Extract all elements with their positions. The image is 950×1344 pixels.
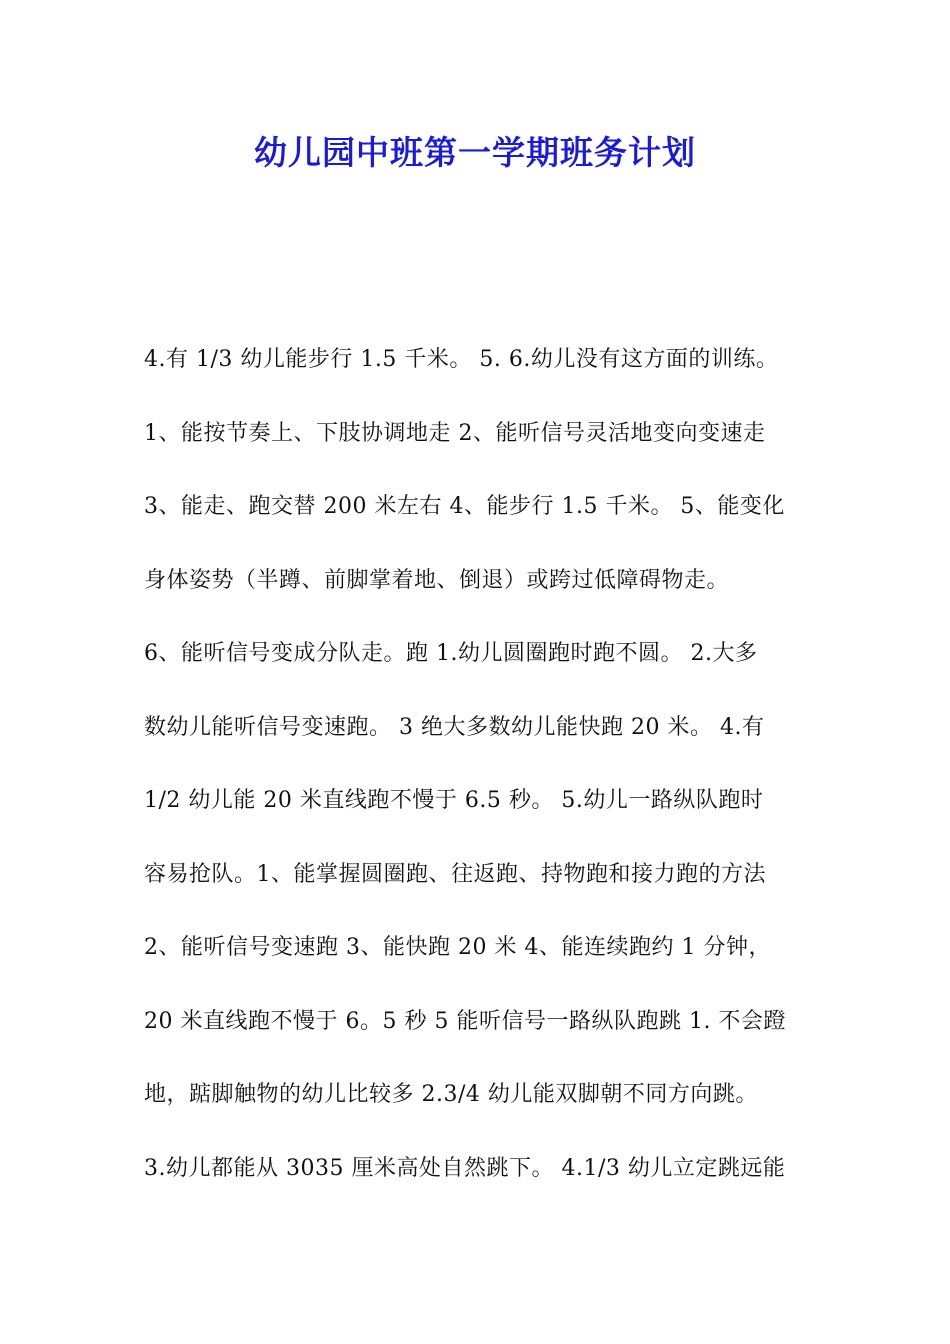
document-title: 幼儿园中班第一学期班务计划: [254, 133, 696, 172]
body-line: 地，踮脚触物的幼儿比较多 2.3/4 幼儿能双脚朝不同方向跳。: [144, 1082, 758, 1107]
body-line: 20 米直线跑不慢于 6。5 秒 5 能听信号一路纵队跑跳 1. 不会蹬: [144, 1008, 786, 1034]
body-line: 6、能听信号变成分队走。跑 1.幼儿圆圈跑时跑不圆。 2.大多: [144, 641, 758, 666]
body-line: 2、能听信号变速跑 3、能快跑 20 米 4、能连续跑约 1 分钟，: [144, 935, 771, 960]
body-line: 身体姿势（半蹲、前脚掌着地、倒退）或跨过低障碍物走。: [144, 567, 730, 593]
body-line: 1、能按节奏上、下肢协调地走 2、能听信号灵活地变向变速走: [144, 420, 766, 446]
body-line: 容易抢队。1、能掌握圆圈跑、往返跑、持物跑和接力跑的方法: [144, 861, 766, 887]
body-line: 4.有 1/3 幼儿能步行 1.5 千米。 5. 6.幼儿没有这方面的训练。: [144, 347, 779, 372]
body-line: 数幼儿能听信号变速跑。 3 绝大多数幼儿能快跑 20 米。 4.有: [144, 714, 765, 740]
document-body: [144, 338, 834, 1220]
body-line: 3、能走、跑交替 200 米左右 4、能步行 1.5 千米。 5、能变化: [144, 494, 785, 519]
body-line: 1/2 幼儿能 20 米直线跑不慢于 6.5 秒。 5.幼儿一路纵队跑时: [144, 788, 764, 813]
body-line: 3.幼儿都能从 3035 厘米高处自然跳下。 4.1/3 幼儿立定跳远能: [144, 1155, 786, 1181]
